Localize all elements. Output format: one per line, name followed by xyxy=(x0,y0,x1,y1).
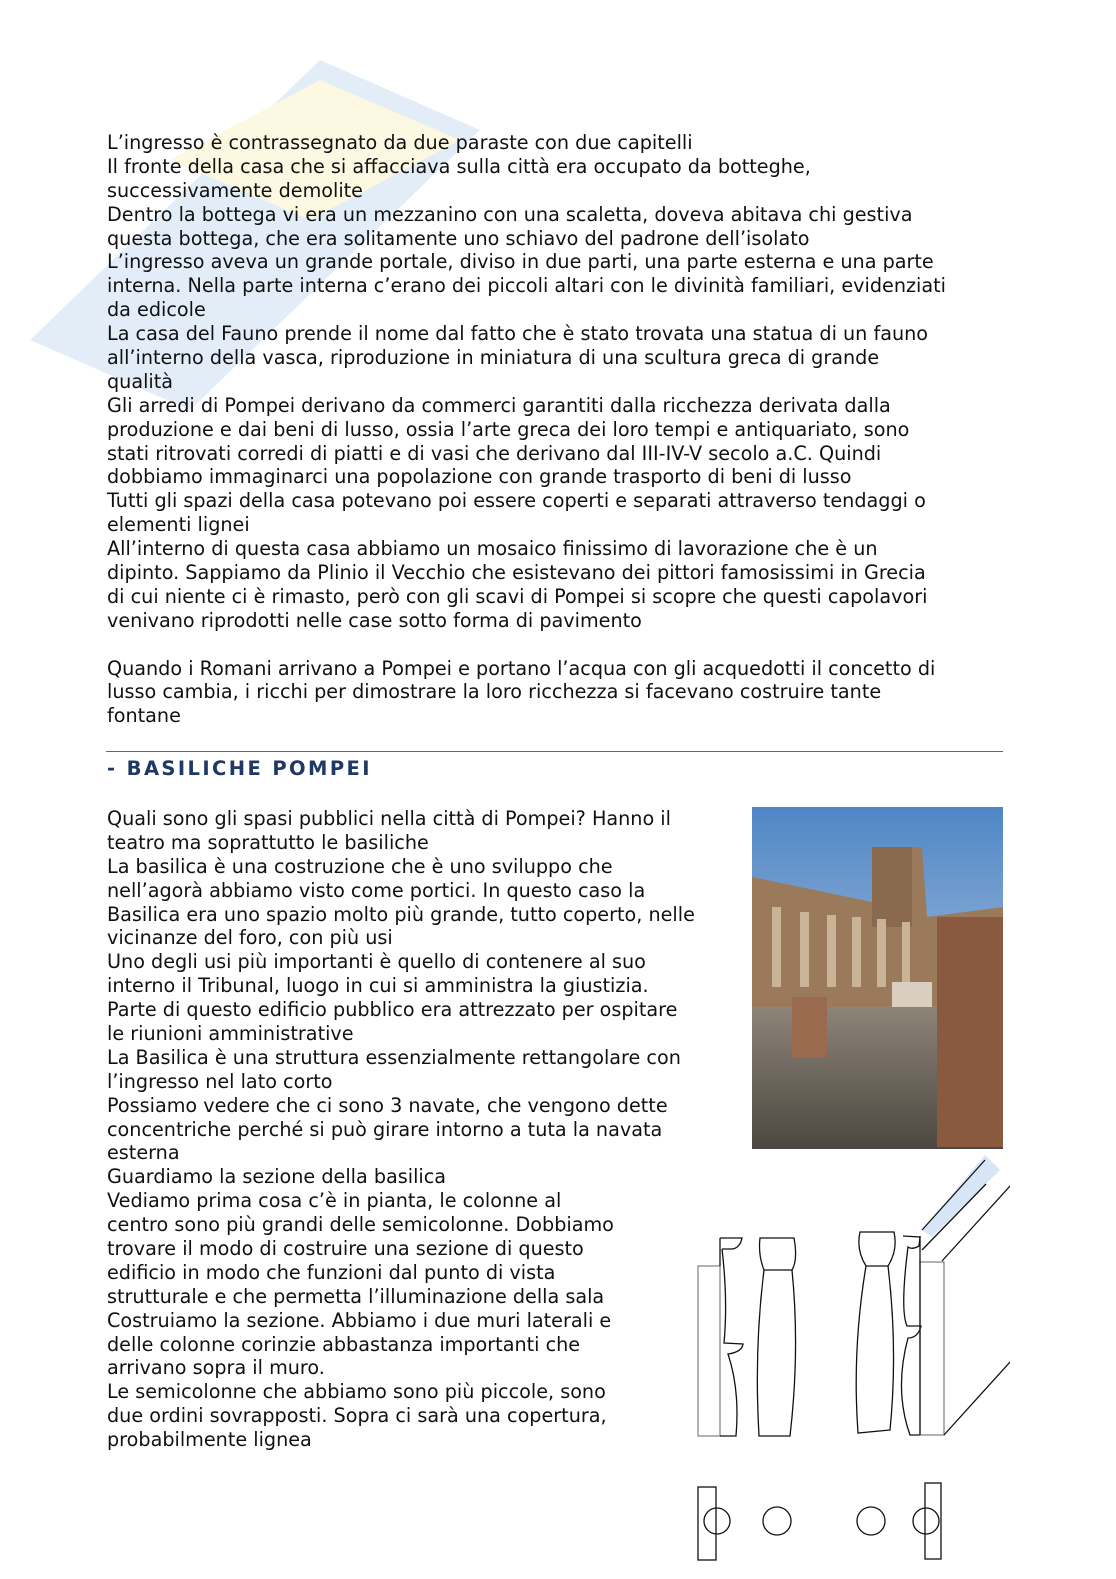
left-wall xyxy=(698,1266,720,1436)
text-line: Dentro la bottega vi era un mezzanino con una scaletta, doveva abitava chi gestiva xyxy=(107,202,913,226)
text-line: Vediamo prima cosa c’è in pianta, le colonne al xyxy=(107,1189,562,1213)
text-line: L’ingresso è contrassegnato da due paraste con due capitelli xyxy=(107,131,693,154)
text-line: interna. Nella parte interna c’erano dei piccoli altari con le divinità familiari, evidenziati xyxy=(107,274,946,298)
text-line: di cui niente ci è rimasto, però con gli scavi di Pompei si scopre che questi capolavori xyxy=(107,584,928,608)
roof-beam xyxy=(922,1155,1010,1261)
text-line: Quali sono gli spasi pubblici nella città di Pompei? Hanno il xyxy=(107,807,671,830)
text-line: Parte di questo edificio pubblico era attrezzato per ospitare xyxy=(107,998,678,1022)
text-line: esterna xyxy=(107,1141,180,1165)
text-line: lusso cambia, i ricchi per dimostrare la loro ricchezza si facevano costruire tante xyxy=(107,680,882,704)
text-line: Uno degli usi più importanti è quello di contenere al suo xyxy=(107,950,646,974)
text-line: qualità xyxy=(107,369,174,393)
text-line: all’interno della vasca, riproduzione in miniatura di una scultura greca di grande xyxy=(107,346,880,370)
text-line: Le semicolonne che abbiamo sono più piccole, sono xyxy=(107,1380,606,1404)
basilica-photo xyxy=(752,807,1003,1149)
text-line: dobbiamo immaginarci una popolazione con grande trasporto di beni di lusso xyxy=(107,465,852,489)
text-line: delle colonne corinzie abbastanza importanti che xyxy=(107,1332,581,1356)
text-line: La Basilica è una struttura essenzialmente rettangolare con xyxy=(107,1045,681,1069)
text-line: L’ingresso aveva un grande portale, diviso in due parti, una parte esterna e una parte xyxy=(107,250,934,274)
text-line: nell’agorà abbiamo visto come portici. In questo caso la xyxy=(107,878,646,902)
text-line: strutturale e che permetta l’illuminazione della sala xyxy=(107,1284,605,1308)
text-line: centro sono più grandi delle semicolonne. Dobbiamo xyxy=(107,1213,614,1237)
text-line: l’ingresso nel lato corto xyxy=(107,1069,333,1093)
text-line: edificio in modo che funzioni dal punto di vista xyxy=(107,1260,556,1284)
text-line: La basilica è una costruzione che è uno sviluppo che xyxy=(107,854,613,878)
text-line: Costruiamo la sezione. Abbiamo i due muri laterali e xyxy=(107,1308,612,1332)
text-line: Basilica era uno spazio molto più grande, tutto coperto, nelle xyxy=(107,902,695,926)
text-line: All’interno di questa casa abbiamo un mosaico finissimo di lavorazione che è un xyxy=(107,537,878,561)
text-line: dipinto. Sappiamo da Plinio il Vecchio che esistevano dei pittori famosissimi in Grecia xyxy=(107,561,926,585)
right-wall xyxy=(920,1262,944,1435)
section-divider xyxy=(106,751,1003,752)
text-line: le riunioni amministrative xyxy=(107,1022,354,1046)
text-line: La casa del Fauno prende il nome dal fatto che è stato trovata una statua di un fauno xyxy=(107,322,929,346)
left-column xyxy=(757,1238,795,1436)
text-line: elementi lignei xyxy=(107,513,250,537)
plan-view xyxy=(698,1483,941,1560)
text-line xyxy=(107,633,946,657)
text-line: Il fronte della casa che si affacciava sulla città era occupato da botteghe, xyxy=(107,154,811,178)
text-line: vicinanze del foro, con più usi xyxy=(107,926,393,950)
text-line: arrivano sopra il muro. xyxy=(107,1356,325,1380)
text-line: da edicole xyxy=(107,298,206,322)
right-semicolumn xyxy=(901,1236,921,1435)
right-column xyxy=(856,1232,895,1433)
text-line: stati ritrovati corredi di piatti e di vasi che derivano dal III-IV-V secolo a.C. Quindi xyxy=(107,441,882,465)
body-text-basiliche xyxy=(107,807,695,1452)
text-line: probabilmente lignea xyxy=(107,1428,312,1452)
text-line: venivano riprodotti nelle case sotto forma di pavimento xyxy=(107,608,642,632)
text-line: questa bottega, che era solitamente uno schiavo del padrone dell’isolato xyxy=(107,226,810,250)
text-line: trovare il modo di costruire una sezione di questo xyxy=(107,1237,584,1261)
text-line: Possiamo vedere che ci sono 3 navate, che vengono dette xyxy=(107,1093,668,1117)
text-line: Guardiamo la sezione della basilica xyxy=(107,1165,447,1189)
basilica-section-diagram xyxy=(670,1150,1010,1570)
section-heading: - BASILICHE POMPEI xyxy=(107,757,372,780)
text-line: Tutti gli spazi della casa potevano poi essere coperti e separati attraverso tendaggi o xyxy=(107,489,926,513)
text-line: successivamente demolite xyxy=(107,178,363,202)
text-line: produzione e dai beni di lusso, ossia l’arte greca dei loro tempi e antiquariato, sono xyxy=(107,417,910,441)
text-line: concentriche perché si può girare intorno a tuta la navata xyxy=(107,1117,663,1141)
text-line: due ordini sovrapposti. Sopra ci sarà una copertura, xyxy=(107,1404,607,1428)
text-line: Quando i Romani arrivano a Pompei e portano l’acqua con gli acquedotti il concetto di xyxy=(107,656,936,680)
text-line: interno il Tribunal, luogo in cui si amministra la giustizia. xyxy=(107,974,649,998)
left-semicolumn xyxy=(720,1238,743,1436)
body-text-top xyxy=(107,131,946,728)
text-line: Gli arredi di Pompei derivano da commerci garantiti dalla ricchezza derivata dalla xyxy=(107,393,891,417)
text-line: teatro ma soprattutto le basiliche xyxy=(107,830,429,854)
text-line: fontane xyxy=(107,704,181,728)
